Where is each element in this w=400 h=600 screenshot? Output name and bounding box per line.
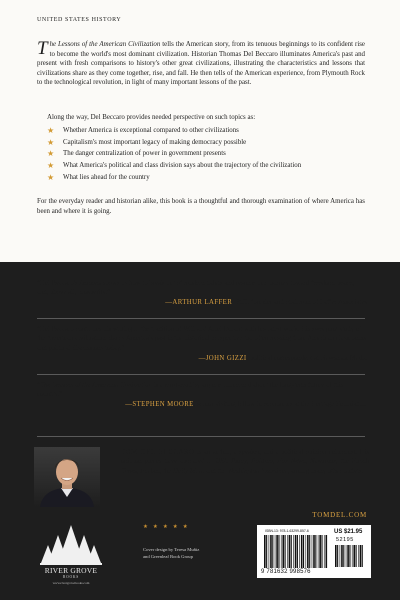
closing-paragraph: For the everyday reader and historian alike, this book is a thoughtful and thorough examination of where America has been and where it is going. [37, 198, 365, 215]
publisher-name: RIVER GROVE [44, 566, 98, 575]
isbn-label: ISBN-13: 978-1-63299-857-6 [265, 529, 309, 533]
book-title-italic: he Lessons of the American Civilization [49, 41, 161, 48]
publisher-url: www.rivergrovebooks.com [52, 581, 90, 585]
star-bullet-icon: ★ [47, 126, 55, 135]
star-bullet-icon: ★ [47, 149, 55, 159]
divider [37, 318, 365, 319]
cover-credit: Cover design by Teresa Muñiz and Greenleaf Book Group [143, 547, 200, 559]
topic-item: ★ Capitalism's most important legacy of making democracy possible [47, 137, 247, 147]
star-bullet-icon: ★ [47, 161, 55, 171]
topic-item: ★ The danger centralization of power in government presents [47, 149, 226, 159]
rating-stars-icon: ★★★★★ [143, 524, 193, 530]
intro-text: tells the American story, from its tenuous beginnings to its confident rise to become the world's most dominant civilization. Historian Thomas Del Beccaro illuminates America's past and present with fresh comparisons to history's other great civilizations, illustrating the characteristics and lessons that civilizations share as they come together, rise, and fall. He then tells of the American experience, from Plymouth Rock to the technological revolution, in light of many important lessons of the past. [37, 41, 365, 87]
category-label: UNITED STATES HISTORY [37, 17, 122, 23]
endorsement-attribution: —STEPHEN MOORE, senior visiting fellow in economics at the Heritage Foundation [125, 401, 367, 408]
isbn-barcode [263, 535, 329, 568]
star-bullet-icon: ★ [47, 172, 55, 182]
endorsement-quote: “The Lessons of the American Civilization is a must-read by anyone concerned about the long-term future of this country.” [37, 382, 344, 399]
price-label: US $21.95 [334, 529, 363, 535]
price-barcode [334, 545, 366, 567]
star-bullet-icon: ★ [47, 137, 55, 147]
endorsement-attribution: —ARTHUR LAFFER, PhD, founder and chairman of Laffer Associates [165, 299, 367, 306]
topic-item: ★ What lies ahead for the country [47, 172, 150, 182]
drop-cap: T [37, 38, 48, 59]
barcode-digits: 9 781632 998576 [261, 569, 311, 575]
endorsement-quote: “Del Beccaro's Lessons shows us how to break out of modern habits and resume our journey toward freedom, peace, and, above all, prosperity.” [37, 280, 355, 297]
along-the-way-text: Along the way, Del Beccaro provides needed perspective on such topics as: [47, 114, 256, 121]
intro-paragraph [37, 40, 365, 88]
topic-item: ★ Whether America is exceptional compared to other civilizations [47, 126, 239, 135]
endorsement-attribution: —JOHN GIZZI, political correspondent at Newsmax Media [198, 355, 367, 362]
endorsement-quote: “Del Beccaro continues his writing in the tradition of Will and Ariel Durant with his latest work. His sweeping study of the American civilization places America's past in the historical perspective too often missing from American classrooms and political discussions today.” [37, 326, 367, 352]
divider [37, 436, 365, 437]
author-photo [34, 447, 100, 507]
author-website[interactable]: TOMDEL.COM [312, 511, 367, 519]
trees-icon [34, 523, 108, 567]
divider [37, 374, 365, 375]
price-code: 52195 [336, 537, 354, 543]
publisher-sub: BOOKS [62, 575, 80, 579]
author-bio: TOM DEL BECCARO is an author, a speaker, and a political opinion columnist. His opinion pieces have appeared in USA Today, Politico, Fox News, Newsmax, the Epoch Times, Forbes, the Daily Mail, and the Washington Examiner, among many other outlets. [121, 449, 370, 475]
topic-list [47, 125, 367, 184]
topic-item: ★ What America's political and class division says about the trajectory of the civilization [47, 161, 302, 171]
author-name: TOM DEL BECCARO [121, 449, 195, 456]
description-panel [0, 0, 400, 262]
